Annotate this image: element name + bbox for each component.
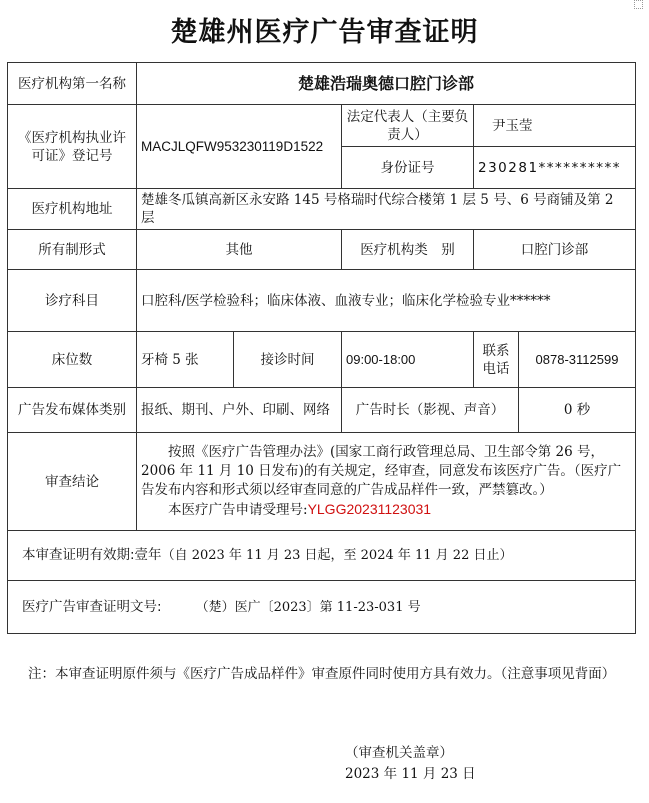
id-no-value: 230281********** bbox=[474, 147, 636, 189]
ownership-value: 其他 bbox=[137, 230, 342, 270]
row-media bbox=[8, 388, 636, 433]
row-subjects bbox=[8, 270, 636, 332]
corner-marker bbox=[634, 0, 643, 9]
row-validity bbox=[8, 531, 636, 581]
conclusion-text: 按照《医疗广告管理办法》(国家工商行政管理总局、卫生部令第 26 号，2006 年 11 月 10 日发布)的有关规定，经审查，同意发布该医疗广告。（医疗广告发布内容和形式须以经审查同意的广告成品样件一致，严禁篡改。） bbox=[141, 444, 622, 498]
org-type-value: 口腔门诊部 bbox=[474, 230, 636, 270]
duration-value: 0 秒 bbox=[519, 388, 636, 433]
stamp-block bbox=[345, 743, 476, 785]
stamp-caption: （审查机关盖章） bbox=[345, 745, 453, 761]
legal-rep-label: 法定代表人（主要负责人） bbox=[342, 105, 474, 147]
hours-value: 09:00-18:00 bbox=[342, 332, 474, 388]
phone-value: 0878-3112599 bbox=[519, 332, 636, 388]
media-value: 报纸、期刊、户外、印刷、网络 bbox=[137, 388, 342, 433]
validity-range: （自 2023 年 11 月 23 日起，至 2024 年 11 月 22 日止） bbox=[161, 548, 513, 563]
org-name-label: 医疗机构第一名称 bbox=[8, 63, 137, 105]
conclusion-cell bbox=[137, 433, 636, 531]
subjects-value: 口腔科/医学检验科；临床体液、血液专业；临床化学检验专业****** bbox=[137, 270, 636, 332]
page-title: 楚雄州医疗广告审查证明 bbox=[170, 17, 479, 48]
org-name-value: 楚雄浩瑞奥德口腔门诊部 bbox=[137, 63, 636, 105]
org-type-label: 医疗机构类 别 bbox=[342, 230, 474, 270]
conclusion-label: 审查结论 bbox=[8, 433, 137, 531]
legal-rep-value: 尹玉莹 bbox=[474, 105, 636, 147]
stamp-date: 2023 年 11 月 23 日 bbox=[345, 766, 476, 782]
id-no-label: 身份证号 bbox=[342, 147, 474, 189]
accept-line bbox=[141, 500, 631, 520]
row-beds bbox=[8, 332, 636, 388]
row-doc-no bbox=[8, 581, 636, 634]
row-org-name bbox=[8, 63, 636, 105]
address-value: 楚雄冬瓜镇高新区永安路 145 号格瑞时代综合楼第 1 层 5 号、6 号商铺及第 2 层 bbox=[137, 189, 636, 230]
certificate-table bbox=[7, 62, 636, 634]
media-label: 广告发布媒体类别 bbox=[8, 388, 137, 433]
footnote: 注：本审查证明原件须与《医疗广告成品样件》审查原件同时使用方具有效力。（注意事项见背面） bbox=[28, 666, 616, 682]
doc-no-cell bbox=[8, 581, 636, 634]
row-legal-rep bbox=[8, 105, 636, 147]
phone-label: 联系电话 bbox=[474, 332, 519, 388]
beds-value: 牙椅 5 张 bbox=[137, 332, 234, 388]
row-ownership bbox=[8, 230, 636, 270]
license-value: MACJLQFW953230119D1522 bbox=[137, 105, 342, 189]
license-label: 《医疗机构执业许可证》登记号 bbox=[8, 105, 137, 189]
subjects-label: 诊疗科目 bbox=[8, 270, 137, 332]
accept-number: YLGG20231123031 bbox=[307, 501, 432, 517]
row-conclusion bbox=[8, 433, 636, 531]
hours-label: 接诊时间 bbox=[234, 332, 342, 388]
doc-no-value: （楚）医广〔2023〕第 11-23-031 号 bbox=[195, 599, 421, 615]
validity-label: 本审查证明有效期:壹年 bbox=[22, 547, 162, 563]
doc-no-label: 医疗广告审查证明文号: bbox=[22, 598, 162, 615]
duration-label: 广告时长（影视、声音） bbox=[342, 388, 519, 433]
ownership-label: 所有制形式 bbox=[8, 230, 137, 270]
row-address bbox=[8, 189, 636, 230]
address-label: 医疗机构地址 bbox=[8, 189, 137, 230]
validity-cell bbox=[8, 531, 636, 581]
beds-label: 床位数 bbox=[8, 332, 137, 388]
accept-label: 本医疗广告申请受理号: bbox=[168, 502, 308, 518]
